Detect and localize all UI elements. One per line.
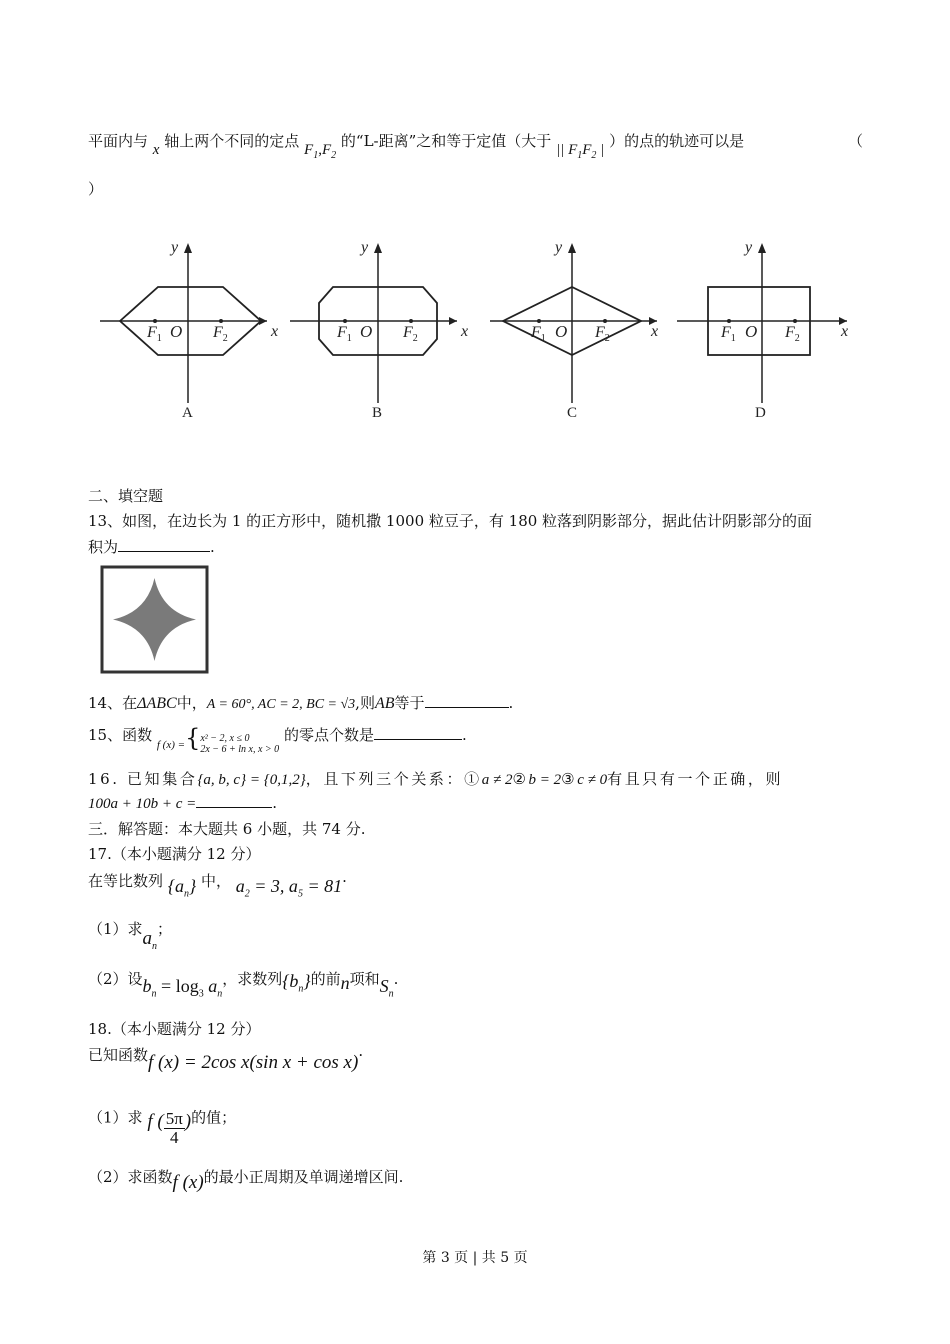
- figure-c-f1: $F_1$: [531, 324, 546, 344]
- figure-a-label: A: [182, 405, 193, 421]
- figure-c-y-label: y: [555, 239, 563, 256]
- q17-line-1: 在等比数列 $\{a_n\}$ 中， $a_2 = 3$, $a_5 = 81\cdot$: [88, 872, 347, 900]
- q16-line-1: 16. 已知集合{a, b, c} = {0,1,2}，且下列三个关系：①a ≠ 2②b = 2③c ≠ 0有且只有一个正确，则: [88, 770, 784, 788]
- figure-d-x-label: x: [841, 323, 849, 340]
- q12-x-var: x: [152, 142, 160, 158]
- figure-c-origin: O: [555, 322, 568, 341]
- figure-a-f1: $F_1$: [147, 324, 162, 344]
- q12-text-3: 的“L-距离”之和等于定值（大于: [340, 132, 552, 150]
- figure-b-f2: $F_2$: [403, 324, 418, 344]
- figure-a-f2: $F_2$: [213, 324, 228, 344]
- figure-c-x-label: x: [651, 323, 659, 340]
- q16-line-2: 100a + 10b + c = .: [88, 794, 278, 812]
- figure-a-x-label: x: [271, 323, 279, 340]
- figure-a-y-label: y: [171, 239, 179, 256]
- q13-blank[interactable]: [118, 537, 210, 552]
- figure-b-y-label: y: [361, 239, 369, 256]
- q12-text-4: ）的点的轨迹可以是: [609, 132, 745, 150]
- figure-d-f2: $F_2$: [785, 324, 800, 344]
- figure-a-origin: O: [170, 322, 183, 341]
- section-3-title: 三．解答题：本大题共 6 小题，共 74 分.: [88, 820, 366, 838]
- figure-c-f2: $F_2$: [595, 324, 610, 344]
- q17-title: 17.（本小题满分 12 分）: [88, 845, 261, 863]
- figure-c-label: C: [567, 405, 578, 421]
- q14-line: 14、在ΔABC中，A = 60°, AC = 2, BC = √3,则AB等于 .: [88, 694, 514, 712]
- q13-shaded-square: [100, 565, 210, 675]
- q15-blank[interactable]: [374, 725, 462, 740]
- figure-d-y-label: y: [745, 239, 753, 256]
- figure-d-f1: $F_1$: [721, 324, 736, 344]
- q18-part-1: （1）求 f ( $\frac{5\pi}{4}$ )的值；: [88, 1108, 237, 1147]
- q18-title: 18.（本小题满分 12 分）: [88, 1020, 261, 1038]
- q17-part-1: （1）求$a_n$；: [88, 920, 173, 952]
- q12-line: [88, 130, 745, 161]
- q15-line: 15、函数 $_{f (x) =}${ x² − 2, x ≤ 0 2x − 6 + ln x, x > 0 的零点个数是 .: [88, 724, 467, 755]
- figure-d-label: D: [755, 405, 766, 421]
- q17-part-2: （2）设$b_n = \log_3 a_n$，求数列$\{b_n\}$的前n项和$S_n$.: [88, 970, 399, 1000]
- q18-line-1: 已知函数f (x) = 2cos x(sin x + cos x)·: [88, 1046, 364, 1073]
- q12-close-paren: ）: [88, 180, 104, 198]
- q15-piecewise: x² − 2, x ≤ 0 2x − 6 + ln x, x > 0: [200, 733, 280, 755]
- figure-b-f1: $F_1$: [337, 324, 352, 344]
- q13-line-2: 积为 .: [88, 538, 215, 556]
- figure-b-x-label: x: [461, 323, 469, 340]
- q12-text-2: 轴上两个不同的定点: [164, 132, 300, 150]
- figure-c: [490, 239, 658, 421]
- section-2-title: 二、填空题: [88, 487, 164, 505]
- q14-blank[interactable]: [425, 693, 509, 708]
- q12-abs: || $F_1F_2$ |: [556, 142, 605, 161]
- q12-text-1: 平面内与: [88, 132, 149, 150]
- trajectory-figure: [95, 225, 865, 435]
- q12-open-paren: （: [848, 132, 864, 150]
- figure-b-origin: O: [360, 322, 373, 341]
- figure-b: [290, 239, 468, 421]
- figure-a: [100, 239, 278, 421]
- page-footer: 第 3 页 | 共 5 页: [422, 1250, 528, 1266]
- q16-blank[interactable]: [196, 793, 272, 808]
- q13-line-1: 13、如图，在边长为 1 的正方形中，随机撒 1000 粒豆子，有 180 粒落到阴影部分，据此估计阴影部分的面: [88, 512, 813, 530]
- q18-part-2: （2）求函数f (x)的最小正周期及单调递增区间.: [88, 1168, 404, 1193]
- q12-points: $F_1,F_2$: [304, 142, 337, 161]
- figure-d-origin: O: [745, 322, 758, 341]
- figure-b-label: B: [372, 405, 383, 421]
- figure-d: [677, 239, 848, 421]
